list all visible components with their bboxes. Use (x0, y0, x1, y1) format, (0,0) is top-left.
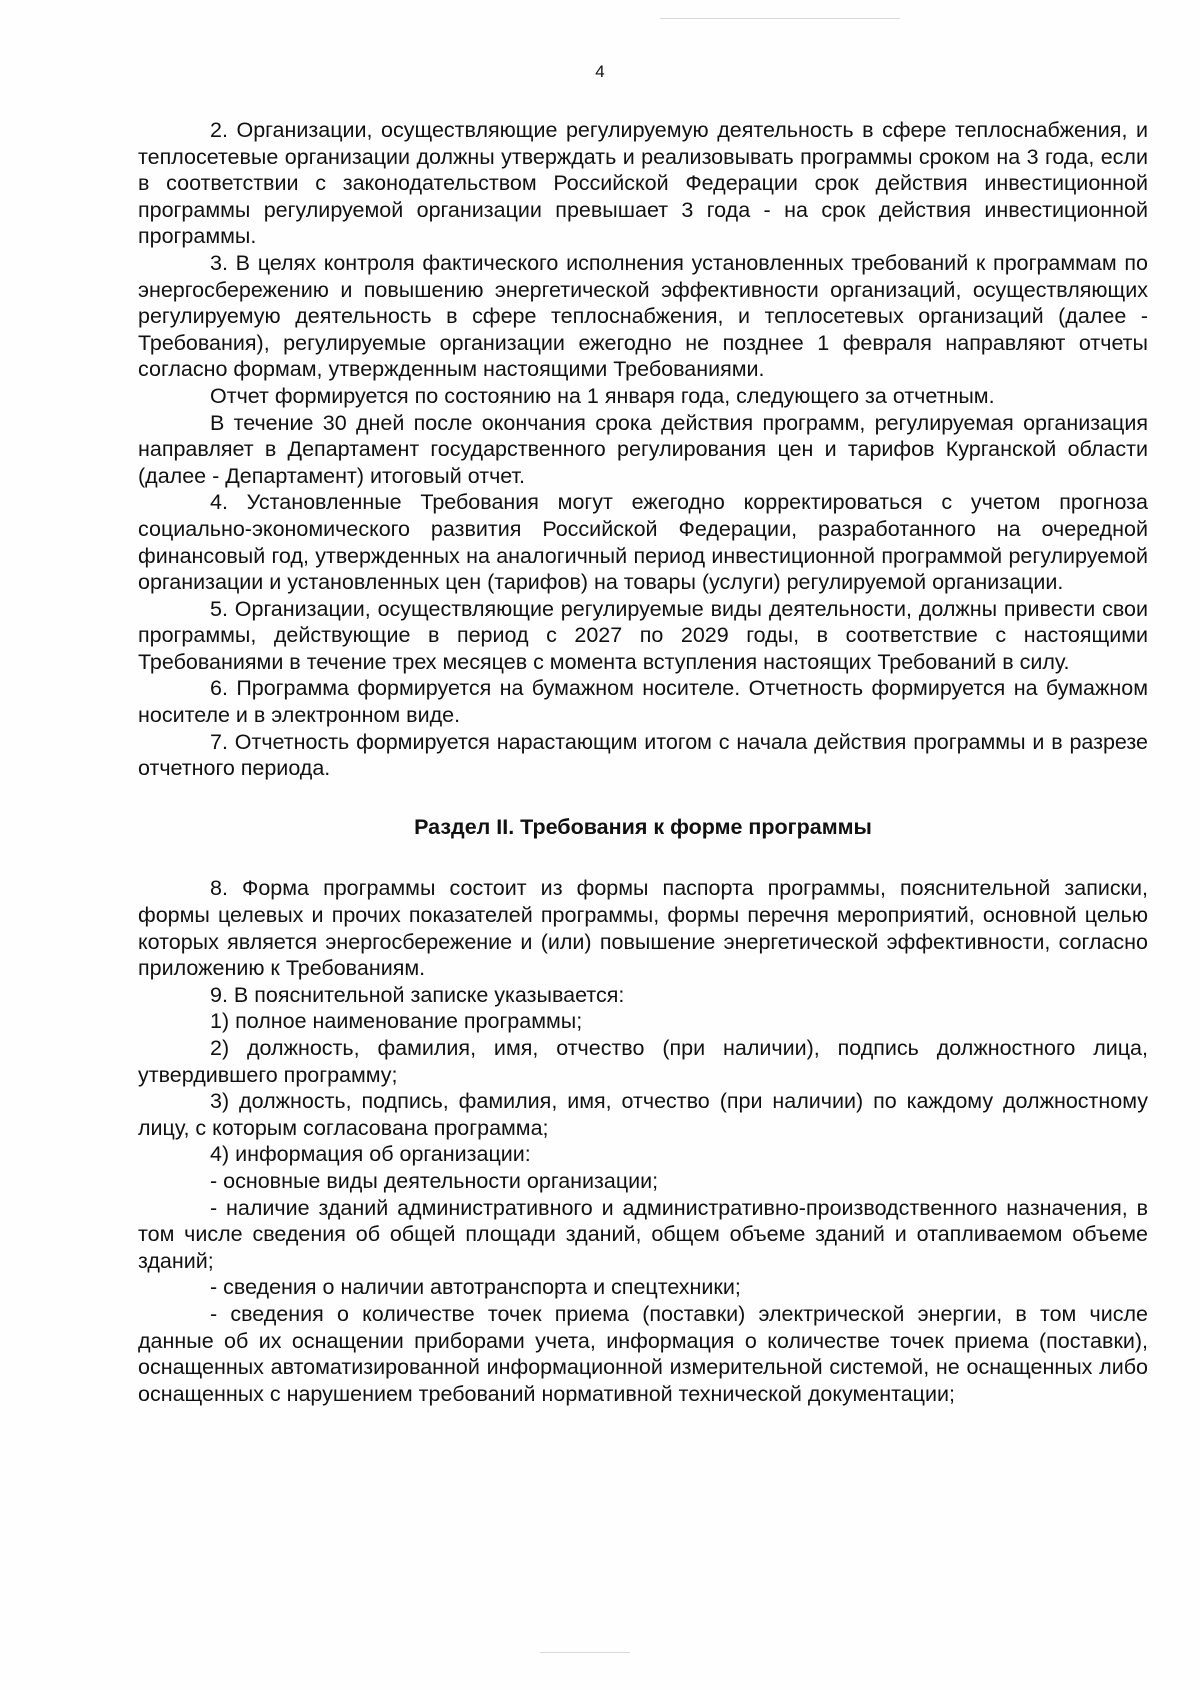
paragraph-item-4: 4. Установленные Требования могут ежегодно корректироваться с учетом прогноза социально-экономического развития Российской Федерации, разработанного на очередной финансовый год, утвержденных на аналогичный период инвестиционной программой регулируемой организации и установленных цен (тарифов) на товары (услуги) регулируемой организации. (138, 490, 1148, 595)
paragraph-item-8: 8. Форма программы состоит из формы паспорта программы, пояснительной записки, формы целевых и прочих показателей программы, формы перечня мероприятий, основной целью которых является энергосбережение и (или) повышение энергетической эффективности, согласно приложению к Требованиям. (138, 876, 1148, 981)
paragraph-item-9: 9. В пояснительной записке указывается: (210, 982, 625, 1007)
document-body (138, 117, 1148, 1407)
paragraph-item-7: 7. Отчетность формируется нарастающим итогом с начала действия программы и в разрезе отчетного периода. (138, 729, 1148, 781)
list-item-coordinators: 3) должность, подпись, фамилия, имя, отчество (при наличии) по каждому должностному лицу, с которым согласована программа; (138, 1089, 1148, 1140)
paragraph-final-report: В течение 30 дней после окончания срока действия программ, регулируемая организация направляет в Департамент государственного регулирования цен и тарифов Курганской области (далее - Департамент) итоговый отчет. (138, 410, 1148, 488)
list-item-org-info: 4) информация об организации: (210, 1142, 531, 1167)
list-item-activities: - основные виды деятельности организации; (210, 1168, 659, 1193)
paragraph-report-date: Отчет формируется по состоянию на 1 января года, следующего за отчетным. (210, 383, 995, 408)
list-item-vehicles: - сведения о наличии автотранспорта и спецтехники; (210, 1275, 741, 1300)
section-heading: Раздел II. Требования к форме программы (414, 814, 872, 839)
list-item-program-name: 1) полное наименование программы; (210, 1009, 583, 1034)
scan-artifact (540, 1652, 630, 1653)
scan-artifact (660, 18, 900, 19)
paragraph-item-2: 2. Организации, осуществляющие регулируемую деятельность в сфере теплоснабжения, и теплосетевые организации должны утверждать и реализовывать программы сроком на 3 года, если в соответствии с законодательством Российской Федерации срок действия инвестиционной программы регулируемой организации превышает 3 года - на срок действия инвестиционной программы. (138, 118, 1148, 249)
list-item-buildings: - наличие зданий административного и административно-производственного назначения, в том числе сведения об общей площади зданий, общем объеме зданий и отапливаемом объеме зданий; (138, 1195, 1148, 1273)
list-item-energy-points: - сведения о количестве точек приема (поставки) электрической энергии, в том числе данные об их оснащении приборами учета, информация о количестве точек приема (поставки), оснащенных автоматизированной информационной измерительной системой, не оснащенных либо оснащенных с нарушением требований нормативной технической документации; (138, 1301, 1148, 1406)
list-item-approver: 2) должность, фамилия, имя, отчество (при наличии), подпись должностного лица, утвердившего программу; (138, 1036, 1148, 1087)
paragraph-item-5: 5. Организации, осуществляющие регулируемые виды деятельности, должны привести свои программы, действующие в период с 2027 по 2029 годы, в соответствие с настоящими Требованиями в течение трех месяцев с момента вступления настоящих Требований в силу. (138, 596, 1148, 674)
page-number: 4 (595, 62, 605, 81)
paragraph-item-3: 3. В целях контроля фактического исполнения установленных требований к программам по энергосбережению и повышению энергетической эффективности организаций, осуществляющих регулируемую деятельность в сфере теплоснабжения, и теплосетевых организаций (далее - Требования), регулируемые организации ежегодно не позднее 1 февраля направляют отчеты согласно формам, утвержденным настоящими Требованиями. (138, 250, 1148, 382)
paragraph-item-6: 6. Программа формируется на бумажном носителе. Отчетность формируется на бумажном носителе и в электронном виде. (138, 676, 1148, 728)
